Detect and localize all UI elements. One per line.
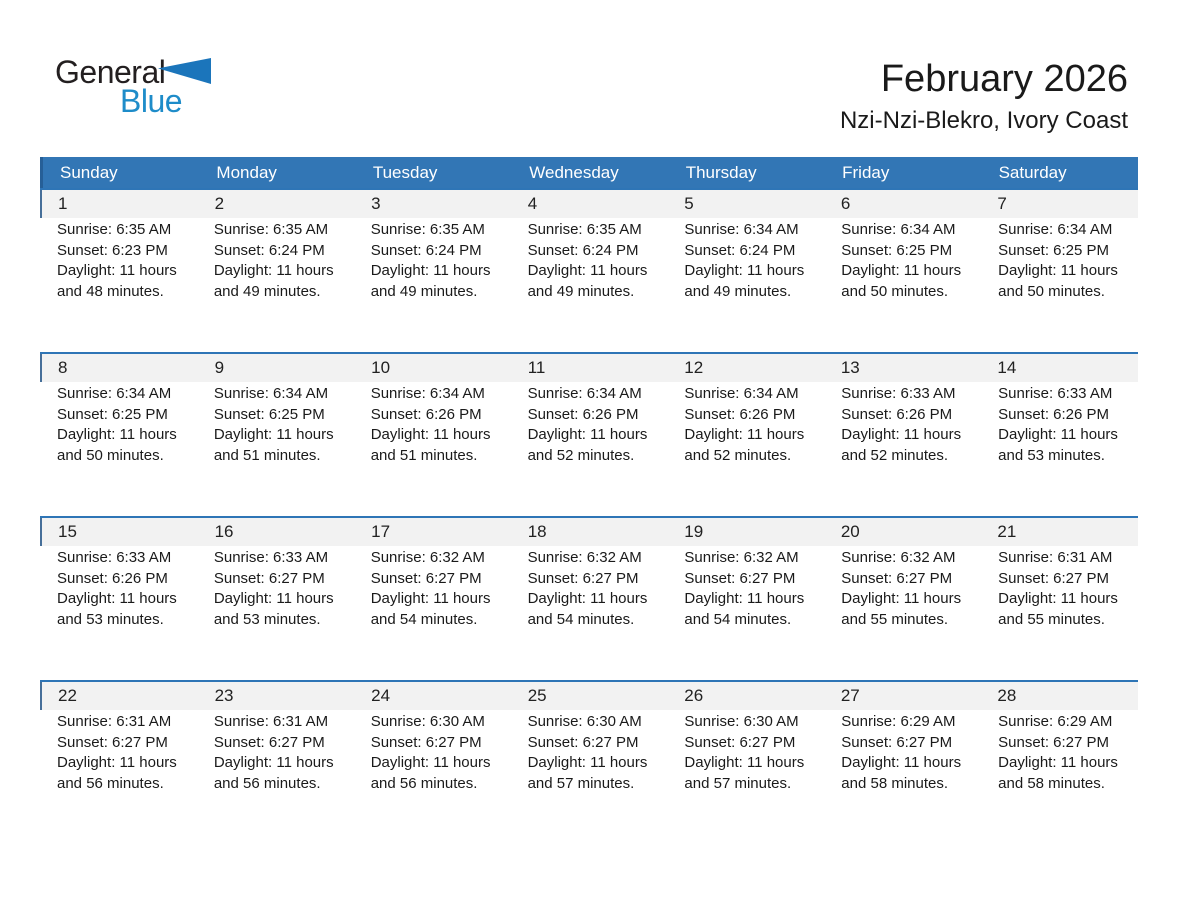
- month-title: February 2026: [880, 58, 1128, 100]
- day-number: 24: [371, 686, 391, 705]
- daylight-text: Daylight: 11 hours and 56 minutes.: [370, 754, 491, 792]
- sunrise-text: Sunrise: 6:32 AM: [841, 549, 956, 566]
- daylight-text: Daylight: 11 hours and 50 minutes.: [841, 262, 962, 300]
- day-number: 2: [214, 194, 225, 213]
- day-number: 28: [997, 686, 1017, 705]
- weekday-header-saturday: Saturday: [998, 162, 1067, 182]
- week-row: [40, 516, 1138, 680]
- sunset-text: Sunset: 6:27 PM: [998, 569, 1110, 587]
- sunrise-text: Sunrise: 6:29 AM: [998, 713, 1113, 730]
- day-cell: [981, 710, 1138, 844]
- sunrise-text: Sunrise: 6:31 AM: [213, 713, 329, 730]
- day-number: 17: [371, 522, 391, 541]
- sunset-text: Sunset: 6:25 PM: [998, 241, 1110, 259]
- sunset-text: Sunset: 6:27 PM: [841, 569, 953, 587]
- day-cell: [40, 546, 197, 680]
- sunrise-text: Sunrise: 6:35 AM: [57, 221, 172, 238]
- date-number-strip: [40, 190, 1138, 218]
- sunrise-text: Sunrise: 6:33 AM: [213, 549, 329, 566]
- week-row: [40, 188, 1138, 352]
- daylight-text: Daylight: 11 hours and 48 minutes.: [57, 262, 177, 300]
- daylight-text: Daylight: 11 hours and 52 minutes.: [841, 426, 962, 464]
- sunrise-text: Sunrise: 6:34 AM: [841, 221, 956, 238]
- day-number: 6: [840, 194, 851, 213]
- daylight-text: Daylight: 11 hours and 54 minutes.: [370, 590, 491, 628]
- sunset-text: Sunset: 6:27 PM: [213, 569, 325, 587]
- sunrise-text: Sunrise: 6:33 AM: [841, 385, 956, 402]
- day-content-row: [40, 382, 1138, 516]
- day-content-row: [40, 218, 1138, 352]
- weekday-header-row: [40, 157, 1138, 188]
- day-cell: [824, 546, 981, 680]
- sunrise-text: Sunrise: 6:35 AM: [527, 221, 642, 238]
- sunrise-text: Sunrise: 6:29 AM: [841, 713, 956, 730]
- sunset-text: Sunset: 6:27 PM: [370, 569, 482, 587]
- day-cell: [511, 546, 668, 680]
- day-cell: [197, 382, 354, 516]
- title-block: [840, 57, 1128, 136]
- sunset-text: Sunset: 6:26 PM: [684, 405, 796, 423]
- day-content-row: [40, 546, 1138, 680]
- daylight-text: Daylight: 11 hours and 56 minutes.: [57, 754, 177, 792]
- weekday-header-wednesday: Wednesday: [529, 162, 619, 182]
- daylight-text: Daylight: 11 hours and 50 minutes.: [57, 426, 177, 464]
- daylight-text: Daylight: 11 hours and 54 minutes.: [684, 590, 805, 628]
- daylight-text: Daylight: 11 hours and 52 minutes.: [527, 426, 648, 464]
- sunrise-text: Sunrise: 6:35 AM: [213, 221, 329, 238]
- daylight-text: Daylight: 11 hours and 57 minutes.: [684, 754, 805, 792]
- sunrise-text: Sunrise: 6:34 AM: [684, 385, 799, 402]
- sunset-text: Sunset: 6:24 PM: [370, 241, 482, 259]
- sunrise-text: Sunrise: 6:30 AM: [527, 713, 642, 730]
- daylight-text: Daylight: 11 hours and 53 minutes.: [213, 590, 334, 628]
- day-number: 16: [214, 522, 234, 541]
- sunset-text: Sunset: 6:24 PM: [527, 241, 639, 259]
- day-content-row: [40, 710, 1138, 844]
- sunrise-text: Sunrise: 6:32 AM: [527, 549, 642, 566]
- day-number: 18: [527, 522, 547, 541]
- day-cell: [354, 218, 511, 352]
- daylight-text: Daylight: 11 hours and 51 minutes.: [370, 426, 491, 464]
- sunrise-text: Sunrise: 6:32 AM: [684, 549, 799, 566]
- day-number: 7: [997, 194, 1007, 213]
- sunrise-text: Sunrise: 6:34 AM: [684, 221, 799, 238]
- sunset-text: Sunset: 6:24 PM: [213, 241, 325, 259]
- sunset-text: Sunset: 6:27 PM: [527, 569, 639, 587]
- daylight-text: Daylight: 11 hours and 53 minutes.: [57, 590, 177, 628]
- sunrise-text: Sunrise: 6:33 AM: [57, 549, 172, 566]
- location-subtitle: Nzi-Nzi-Blekro, Ivory Coast: [839, 107, 1128, 134]
- sunrise-text: Sunrise: 6:34 AM: [57, 385, 172, 402]
- day-cell: [824, 382, 981, 516]
- daylight-text: Daylight: 11 hours and 53 minutes.: [998, 426, 1118, 464]
- week-row: [40, 680, 1138, 844]
- sunrise-text: Sunrise: 6:35 AM: [370, 221, 485, 238]
- day-cell: [824, 710, 981, 844]
- sunset-text: Sunset: 6:26 PM: [527, 405, 639, 423]
- day-number: 8: [58, 358, 68, 377]
- weeks-container: [40, 188, 1138, 844]
- sunset-text: Sunset: 6:26 PM: [841, 405, 953, 423]
- weekday-header-friday: Friday: [842, 162, 890, 182]
- day-cell: [197, 710, 354, 844]
- day-number: 13: [840, 358, 860, 377]
- day-number: 5: [684, 194, 694, 213]
- daylight-text: Daylight: 11 hours and 55 minutes.: [841, 590, 962, 628]
- day-number: 4: [527, 194, 538, 213]
- date-number-strip: [40, 354, 1138, 382]
- daylight-text: Daylight: 11 hours and 49 minutes.: [370, 262, 491, 300]
- day-cell: [511, 710, 668, 844]
- sunrise-text: Sunrise: 6:32 AM: [370, 549, 485, 566]
- date-number-strip: [40, 518, 1138, 546]
- day-number: 26: [684, 686, 704, 705]
- sunset-text: Sunset: 6:27 PM: [213, 733, 325, 751]
- sunset-text: Sunset: 6:27 PM: [57, 733, 168, 751]
- day-number: 25: [527, 686, 547, 705]
- day-number: 15: [58, 522, 77, 541]
- daylight-text: Daylight: 11 hours and 54 minutes.: [527, 590, 648, 628]
- day-cell: [981, 382, 1138, 516]
- day-cell: [981, 218, 1138, 352]
- daylight-text: Daylight: 11 hours and 50 minutes.: [998, 262, 1118, 300]
- sunset-text: Sunset: 6:27 PM: [527, 733, 639, 751]
- sunrise-text: Sunrise: 6:34 AM: [998, 221, 1113, 238]
- sunrise-text: Sunrise: 6:34 AM: [213, 385, 329, 402]
- sunset-text: Sunset: 6:24 PM: [684, 241, 796, 259]
- sunset-text: Sunset: 6:26 PM: [370, 405, 482, 423]
- day-number: 21: [997, 522, 1017, 541]
- daylight-text: Daylight: 11 hours and 51 minutes.: [213, 426, 334, 464]
- daylight-text: Daylight: 11 hours and 49 minutes.: [213, 262, 334, 300]
- day-cell: [981, 546, 1138, 680]
- daylight-text: Daylight: 11 hours and 56 minutes.: [213, 754, 334, 792]
- weekday-header-sunday: Sunday: [60, 162, 118, 182]
- day-cell: [197, 546, 354, 680]
- day-cell: [824, 218, 981, 352]
- sunrise-text: Sunrise: 6:33 AM: [998, 385, 1113, 402]
- sunset-text: Sunset: 6:25 PM: [213, 405, 325, 423]
- calendar-table: [40, 157, 1138, 844]
- sunset-text: Sunset: 6:23 PM: [57, 241, 168, 259]
- sunset-text: Sunset: 6:25 PM: [57, 405, 168, 423]
- daylight-text: Daylight: 11 hours and 57 minutes.: [527, 754, 648, 792]
- date-number-strip: [40, 682, 1138, 710]
- sunrise-text: Sunrise: 6:34 AM: [370, 385, 485, 402]
- day-cell: [511, 382, 668, 516]
- day-number: 20: [840, 522, 860, 541]
- logo-text-blue: Blue: [120, 83, 183, 119]
- day-number: 27: [840, 686, 860, 705]
- day-number: 22: [58, 686, 77, 705]
- day-cell: [667, 710, 824, 844]
- sunrise-text: Sunrise: 6:34 AM: [527, 385, 642, 402]
- daylight-text: Daylight: 11 hours and 52 minutes.: [684, 426, 805, 464]
- sunset-text: Sunset: 6:27 PM: [998, 733, 1110, 751]
- sunrise-text: Sunrise: 6:30 AM: [684, 713, 799, 730]
- sunrise-text: Sunrise: 6:30 AM: [370, 713, 485, 730]
- day-number: 11: [527, 358, 546, 377]
- day-number: 19: [684, 522, 704, 541]
- day-number: 1: [58, 194, 68, 213]
- day-number: 14: [997, 358, 1017, 377]
- general-blue-logo: [55, 56, 275, 126]
- sunset-text: Sunset: 6:27 PM: [684, 733, 796, 751]
- day-cell: [667, 382, 824, 516]
- day-number: 12: [684, 358, 704, 377]
- daylight-text: Daylight: 11 hours and 49 minutes.: [527, 262, 648, 300]
- day-cell: [40, 218, 197, 352]
- weekday-header-tuesday: Tuesday: [372, 162, 438, 182]
- sunrise-text: Sunrise: 6:31 AM: [998, 549, 1113, 566]
- sunset-text: Sunset: 6:26 PM: [57, 569, 168, 587]
- day-cell: [667, 546, 824, 680]
- day-cell: [354, 546, 511, 680]
- day-cell: [197, 218, 354, 352]
- weekday-header-thursday: Thursday: [685, 162, 757, 182]
- sunset-text: Sunset: 6:27 PM: [370, 733, 482, 751]
- day-number: 23: [214, 686, 234, 705]
- daylight-text: Daylight: 11 hours and 55 minutes.: [998, 590, 1118, 628]
- daylight-text: Daylight: 11 hours and 49 minutes.: [684, 262, 805, 300]
- day-number: 9: [214, 358, 225, 377]
- day-cell: [511, 218, 668, 352]
- day-cell: [354, 710, 511, 844]
- weekday-header-monday: Monday: [216, 162, 277, 182]
- sunset-text: Sunset: 6:25 PM: [841, 241, 953, 259]
- day-number: 3: [371, 194, 381, 213]
- daylight-text: Daylight: 11 hours and 58 minutes.: [998, 754, 1118, 792]
- sunrise-text: Sunrise: 6:31 AM: [57, 713, 172, 730]
- day-cell: [40, 710, 197, 844]
- sunset-text: Sunset: 6:27 PM: [684, 569, 796, 587]
- week-row: [40, 352, 1138, 516]
- day-number: 10: [371, 358, 391, 377]
- daylight-text: Daylight: 11 hours and 58 minutes.: [841, 754, 962, 792]
- sunset-text: Sunset: 6:27 PM: [841, 733, 953, 751]
- day-cell: [354, 382, 511, 516]
- sunset-text: Sunset: 6:26 PM: [998, 405, 1110, 423]
- logo-text-general: General: [55, 54, 166, 90]
- day-cell: [40, 382, 197, 516]
- day-cell: [667, 218, 824, 352]
